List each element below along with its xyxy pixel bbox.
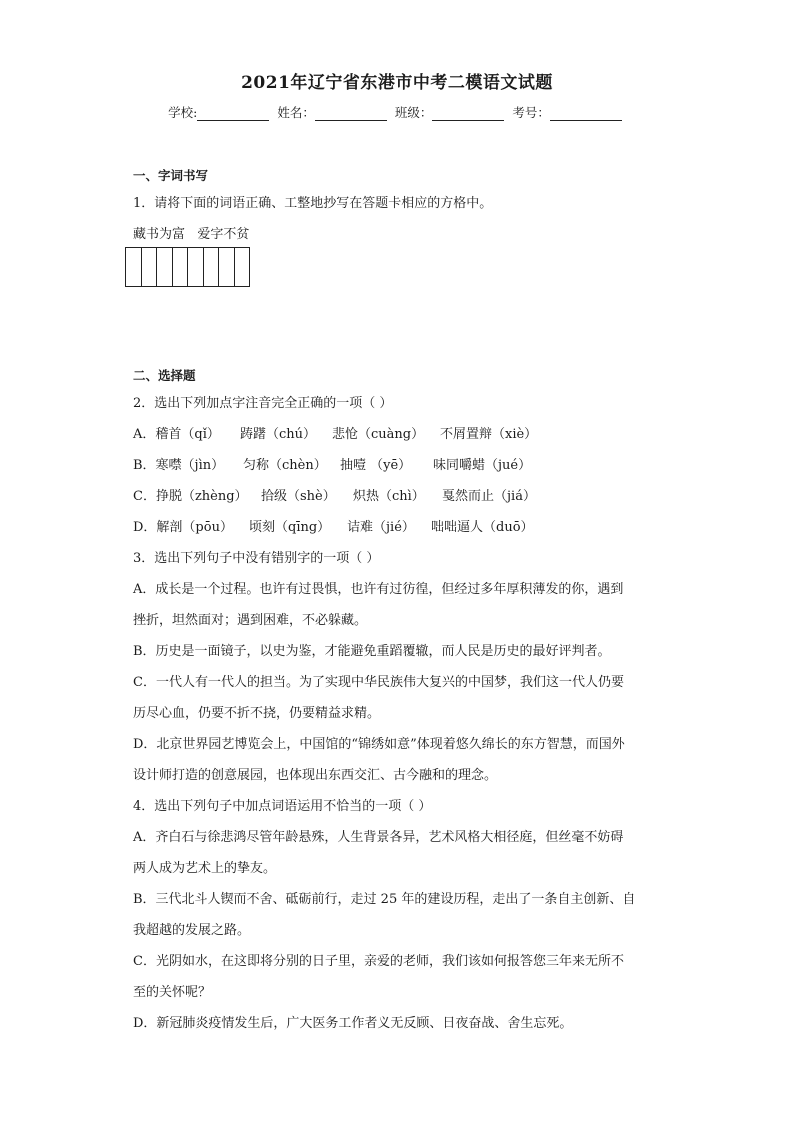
question-4-option-b-cont: 我超越的发展之路。	[133, 923, 251, 938]
question-2-option-c	[133, 485, 536, 504]
grid-cell[interactable]	[126, 247, 142, 287]
grid-cell[interactable]	[219, 247, 235, 287]
question-4-option-b: B．三代北斗人锲而不舍、砥砺前行，走过 25 年的建设历程，走出了一条自主创新、自	[133, 892, 636, 907]
option-item: 拾级（shè）	[261, 489, 336, 504]
option-item: D．解剖（pōu）	[133, 520, 233, 535]
question-4-option-c: C．光阴如水，在这即将分别的日子里，亲爱的老师，我们该如何报答您三年来无所不	[133, 954, 624, 969]
class-label: 班级：	[394, 105, 433, 120]
option-item: 顷刻（qīng）	[249, 520, 331, 535]
option-item: 戛然而止（jiá）	[442, 489, 536, 504]
question-3-stem: 3．选出下列句子中没有错别字的一项（ ）	[133, 551, 380, 566]
question-3-option-b: B．历史是一面镜子，以史为鉴，才能避免重蹈覆辙，而人民是历史的最好评判者。	[133, 644, 611, 659]
question-4-stem: 4．选出下列句子中加点词语运用不恰当的一项（ ）	[133, 799, 432, 814]
option-item: 味同嚼蜡（jué）	[433, 458, 532, 473]
question-4-option-d: D．新冠肺炎疫情发生后，广大医务工作者义无反顾、日夜奋战、舍生忘死。	[133, 1016, 573, 1031]
question-3-option-c-cont: 历尽心血，仍要不折不挠，仍要精益求精。	[133, 706, 381, 721]
grid-cell[interactable]	[173, 247, 189, 287]
option-item: 不屑置辩（xiè）	[440, 427, 538, 442]
student-info-row	[0, 103, 794, 121]
name-blank[interactable]	[315, 107, 387, 121]
option-item: 炽热（chì）	[353, 489, 425, 504]
question-2-option-b	[133, 454, 531, 473]
grid-cell[interactable]	[142, 247, 158, 287]
option-item: 抽噎 （yē）	[340, 458, 412, 473]
school-blank[interactable]	[197, 107, 269, 121]
exam-number-blank[interactable]	[550, 107, 622, 121]
school-label: 学校:	[168, 105, 198, 120]
grid-cell[interactable]	[188, 247, 204, 287]
question-3-option-a-cont: 挫折，坦然面对；遇到困难，不必躲藏。	[133, 613, 368, 628]
question-2-option-d	[133, 516, 534, 535]
page-title: 2021年辽宁省东港市中考二模语文试题	[241, 73, 553, 93]
question-1-words: 藏书为富 爱字不贫	[133, 227, 250, 242]
question-1-stem: 1．请将下面的词语正确、工整地抄写在答题卡相应的方格中。	[133, 196, 493, 211]
option-item: A．稽首（qǐ）	[133, 427, 220, 442]
question-4-option-c-cont: 至的关怀呢？	[133, 985, 212, 1000]
question-4-option-a-cont: 两人成为艺术上的挚友。	[133, 861, 277, 876]
option-item: 悲怆（cuàng）	[332, 427, 425, 442]
section-title-1: 一、字词书写	[133, 168, 209, 183]
question-3-option-c: C．一代人有一代人的担当。为了实现中华民族伟大复兴的中国梦，我们这一代人仍要	[133, 675, 624, 690]
grid-cell[interactable]	[204, 247, 220, 287]
answer-grid	[125, 247, 250, 287]
section-title-2: 二、选择题	[133, 368, 196, 383]
class-blank[interactable]	[432, 107, 504, 121]
option-item: C．挣脱（zhèng）	[133, 489, 248, 504]
question-2-stem: 2．选出下列加点字注音完全正确的一项（ ）	[133, 396, 393, 411]
option-item: 匀称（chèn）	[243, 458, 327, 473]
question-3-option-a: A．成长是一个过程。也许有过畏惧，也许有过彷徨，但经过多年厚积薄发的你，遇到	[133, 582, 624, 597]
question-2-option-a	[133, 423, 537, 442]
option-item: B．寒噤（jìn）	[133, 458, 225, 473]
option-item: 诘难（jié）	[347, 520, 415, 535]
name-label: 姓名：	[277, 105, 315, 120]
grid-cell[interactable]	[235, 247, 251, 287]
grid-cell[interactable]	[157, 247, 173, 287]
question-3-option-d: D．北京世界园艺博览会上，中国馆的“锦绣如意”体现着悠久绵长的东方智慧，而国外	[133, 737, 625, 752]
exam-number-label: 考号：	[512, 105, 550, 120]
question-4-option-a: A．齐白石与徐悲鸿尽管年龄悬殊，人生背景各异，艺术风格大相径庭，但丝毫不妨碍	[133, 830, 624, 845]
option-item: 踌躇（chú）	[240, 427, 317, 442]
question-3-option-d-cont: 设计师打造的创意展园，也体现出东西交汇、古今融和的理念。	[133, 768, 498, 783]
option-item: 咄咄逼人（duō）	[431, 520, 534, 535]
